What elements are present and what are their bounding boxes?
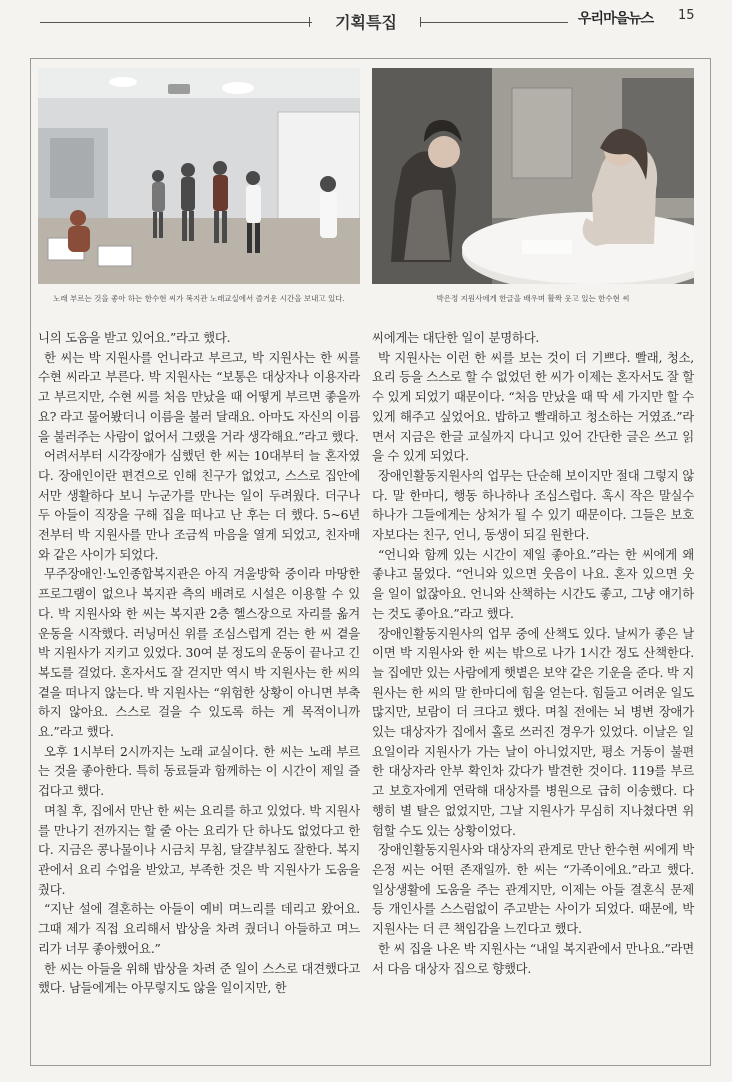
- article-paragraph: 씨에게는 대단한 일이 분명하다.: [372, 330, 540, 345]
- article-paragraph: 장애인활동지원사와 대상자의 관계로 만난 한수현 씨에게 박은정 씨는 어떤 존재일까. 한 씨는 “가족이에요.”라고 했다. 일상생활에 도움을 주는 관계지만, 이제는 아들 결혼식 문제 등 개인사를 스스럼없이 주고받는 사이가 되었다. 때문에, 박 지원사는 더 큰 책임감을 느낀다고 했다.: [372, 842, 694, 937]
- article-paragraph: 한 씨는 아들을 위해 밥상을 차려 준 일이 스스로 대견했다고 했다. 남들에게는 아무렇지도 않을 일이지만, 한: [38, 960, 360, 996]
- article-paragraph: 며칠 후, 집에서 만난 한 씨는 요리를 하고 있었다. 박 지원사를 만나기 전까지는 할 줄 아는 요리가 단 하나도 없었다고 한다. 지금은 콩나물이나 시금치 무침, 달걀부침도 잘한다. 복지관에서 요리 수업을 받았고, 부족한 것은 박 지원사가 도움을 줬다.: [38, 802, 360, 897]
- article-paragraph: “지난 설에 결혼하는 아들이 예비 며느리를 데리고 왔어요. 그때 제가 직접 요리해서 밥상을 차려 줬더니 아들하고 며느리가 너무 좋아했어요.”: [38, 901, 360, 956]
- masthead-logo: 우리마을뉴스: [578, 11, 654, 27]
- page-header: [0, 0, 732, 40]
- article-paragraph: 한 씨 집을 나온 박 지원사는 “내일 복지관에서 만나요.”라면서 다음 대상자 집으로 향했다.: [372, 940, 694, 976]
- hangul-lesson-photo: [372, 68, 694, 284]
- article-paragraph: 어려서부터 시각장애가 심했던 한 씨는 10대부터 늘 혼자였다. 장애인이란 편견으로 인해 친구가 없었고, 스스로 집안에서만 생활하다 보니 누군가를 만나는 일이 두려웠다. 더구나 두 아들이 직장을 구해 집을 떠나고 난 후는 더 했다. 5~6년 전부터 박 지원사를 만나 조금씩 마음을 열게 되었고, 친자매와 같은 사이가 되었다.: [38, 448, 360, 562]
- header-rule-tick: [309, 17, 310, 27]
- article-paragraph: 장애인활동지원사의 업무 중에 산책도 있다. 날씨가 좋은 날이면 박 지원사와 한 씨는 밖으로 나가 1시간 정도 산책한다. 늘 집에만 있는 사람에게 햇볕은 보약 같은 기운을 준다. 박 지원사는 한 씨의 말 한마디에 힘을 얻는다. 힘들고 어려운 일도 많지만, 보람이 더 크다고 했다. 며칠 전에는 뇌 병변 장애가 있는 대상자가 집에서 홀로 쓰러진 경우가 있었다. 이날은 일요일이라 지원사가 가는 날이 아니었지만, 평소 거동이 불편한 대상자라 안부 확인차 갔다가 발견한 것이다. 119를 부르고 보호자에게 연락해 대상자를 병원으로 급히 이송했다. 다행히 별 탈은 없었지만, 그날 지원사가 무심히 지나쳤다면 위험할 수도 있는 상황이었다.: [372, 625, 694, 838]
- article-column-left: [38, 328, 360, 998]
- singing-class-photo: [38, 68, 360, 284]
- photo-caption-left: 노래 부르는 것을 좋아 하는 한수현 씨가 복지관 노래교실에서 즐거운 시간을 보내고 있다.: [53, 294, 345, 303]
- section-title: 기획특집: [335, 13, 397, 32]
- article-paragraph: 박 지원사는 이런 한 씨를 보는 것이 더 기쁘다. 빨래, 청소, 요리 등을 스스로 할 수 없었던 한 씨가 이제는 혼자서도 잘 할 수 있게 되었기 때문이다. “처음 만났을 때 딱 세 가지만 할 수 있게 해주고 싶었어요. 밥하고 빨래하고 청소하는 거였죠.”라면서 지금은 한글 교실까지 다니고 있어 간단한 글은 쓰고 읽을 수 있게 되었다.: [372, 349, 694, 464]
- article-paragraph: 니의 도움을 받고 있어요.”라고 했다.: [38, 330, 231, 345]
- header-rule-right: [420, 22, 568, 23]
- article-paragraph: 오후 1시부터 2시까지는 노래 교실이다. 한 씨는 노래 부르는 것을 좋아한다. 특히 동료들과 함께하는 이 시간이 제일 즐겁다고 했다.: [38, 743, 360, 799]
- article-paragraph: 한 씨는 박 지원사를 언니라고 부르고, 박 지원사는 한 씨를 수현 씨라고 부른다. 박 지원사는 “보통은 대상자나 이용자라고 부르지만, 수현 씨를 처음 만났을 때 어떻게 부르면 좋을까요? 라고 물어봤더니 이름을 불러 달래요. 아마도 자신의 이름을 불러주는 사람이 없어서 그랬을 거라 생각해요.”라고 했다.: [38, 349, 360, 444]
- article-column-right: [372, 328, 694, 978]
- page-number: 15: [678, 8, 695, 23]
- article-paragraph: 장애인활동지원사의 업무는 단순해 보이지만 절대 그렇지 않다. 말 한마디, 행동 하나하나 조심스럽다. 혹시 작은 말실수 하나가 그들에게는 상처가 될 수 있기 때문이다. 그들은 보호자보다는 친구, 언니, 동생이 되길 원한다.: [372, 467, 694, 543]
- header-rule-left: [40, 22, 312, 23]
- photo-caption-right: 박은정 지원사에게 한글을 배우며 활짝 웃고 있는 한수현 씨: [436, 294, 630, 303]
- article-paragraph: “언니와 함께 있는 시간이 제일 좋아요.”라는 한 씨에게 왜 좋냐고 물었다. “언니와 있으면 웃음이 나요. 혼자 있으면 웃을 일이 없잖아요. 언니와 산책하는 시간도 좋고, 그냥 얘기하는 것도 좋아요.”라고 했다.: [372, 546, 694, 621]
- article-paragraph: 무주장애인·노인종합복지관은 아직 겨울방학 중이라 마땅한 프로그램이 없으나 복지관 측의 배려로 시설은 이용할 수 있다. 박 지원사와 한 씨는 복지관 2층 헬스장으로 자리를 옮겨 운동을 시작했다. 러닝머신 위를 조심스럽게 걷는 한 씨 곁을 박 지원사가 지키고 있었다. 30여 분 정도의 운동이 끝나고 긴 복도를 걸었다. 혼자서도 잘 걷지만 역시 박 지원사는 한 씨의 곁을 떠나지 않는다. 박 지원사는 “위험한 상황이 아니면 부축하지 않아요. 스스로 걸을 수 있도록 하는 게 목적이니까요.”라고 했다.: [38, 566, 360, 740]
